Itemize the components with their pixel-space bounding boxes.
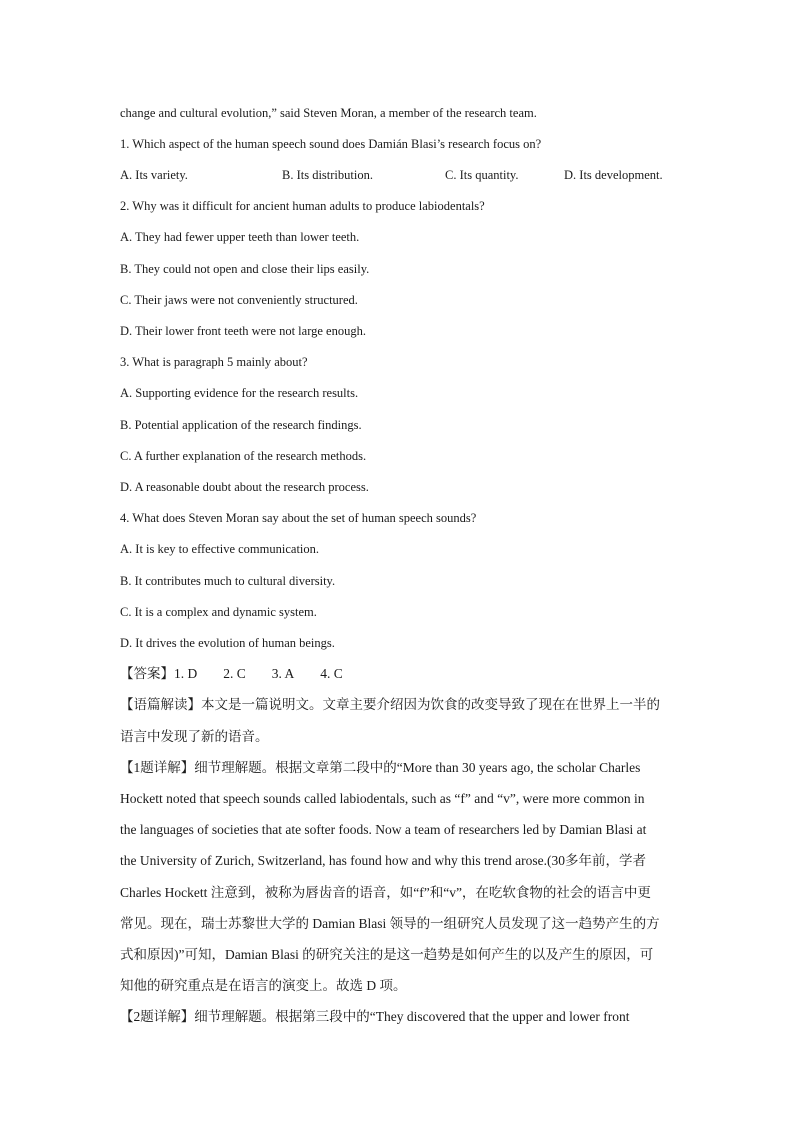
passage-tail: change and cultural evolution,” said Steven Moran, a member of the research team. bbox=[120, 106, 537, 120]
q1-explain-tag: 【1题详解】 bbox=[120, 760, 195, 775]
q1-explain-line-5: Charles Hockett 注意到，被称为唇齿音的语音，如“f”和“v”，在吃软食物的社会的语言中更 bbox=[120, 885, 651, 900]
question-1-options bbox=[120, 167, 674, 183]
q1-explain-line-8: 知他的研究重点是在语言的演变上。故选 D 项。 bbox=[120, 978, 407, 993]
question-2-stem: 2. Why was it difficult for ancient human adults to produce labiodentals? bbox=[120, 199, 485, 213]
q4-option-a: A. It is key to effective communication. bbox=[120, 542, 320, 556]
analysis-tag: 【语篇解读】 bbox=[120, 697, 201, 712]
q1-explain-line-6: 常见。现在，瑞士苏黎世大学的 Damian Blasi 领导的一组研究人员发现了这一趋势产生的方 bbox=[120, 916, 660, 931]
analysis-line-2: 语言中发现了新的语音。 bbox=[120, 729, 269, 744]
q1-option-a: A. Its variety. bbox=[120, 168, 188, 182]
q1-explain-line-1: 【1题详解】细节理解题。根据文章第二段中的“More than 30 years ago, the scholar Charles bbox=[120, 760, 641, 775]
q2-explain-line-1: 【2题详解】细节理解题。根据第三段中的“They discovered that the upper and lower front bbox=[120, 1009, 630, 1024]
question-3-stem: 3. What is paragraph 5 mainly about? bbox=[120, 355, 308, 369]
answer-line bbox=[120, 666, 674, 682]
analysis-line-1: 【语篇解读】本文是一篇说明文。文章主要介绍因为饮食的改变导致了现在在世界上一半的 bbox=[120, 697, 660, 712]
answer-item: 1. D bbox=[174, 666, 198, 681]
question-4-stem: 4. What does Steven Moran say about the set of human speech sounds? bbox=[120, 511, 477, 525]
q1-explain-line-3: the languages of societies that ate softer foods. Now a team of researchers led by Damian Blasi at bbox=[120, 822, 647, 837]
q1-explain-line-4: the University of Zurich, Switzerland, has found how and why this trend arose.(30多年前，学者 bbox=[120, 853, 647, 868]
q1-explain-line-7: 式和原因)”可知，Damian Blasi 的研究关注的是这一趋势是如何产生的以及产生的原因，可 bbox=[120, 947, 654, 962]
answer-item: 2. C bbox=[223, 666, 246, 681]
q4-option-d: D. It drives the evolution of human beings. bbox=[120, 636, 335, 650]
answer-tag: 【答案】 bbox=[120, 666, 174, 681]
q3-option-a: A. Supporting evidence for the research results. bbox=[120, 386, 359, 400]
q2-option-d: D. Their lower front teeth were not large enough. bbox=[120, 324, 366, 338]
q2-explain-tag: 【2题详解】 bbox=[120, 1009, 195, 1024]
answer-item: 4. C bbox=[320, 666, 343, 681]
q1-option-b: B. Its distribution. bbox=[282, 168, 373, 182]
q2-option-c: C. Their jaws were not conveniently structured. bbox=[120, 293, 358, 307]
q3-option-c: C. A further explanation of the research methods. bbox=[120, 449, 367, 463]
question-1-stem: 1. Which aspect of the human speech sound does Damián Blasi’s research focus on? bbox=[120, 137, 542, 151]
q4-option-c: C. It is a complex and dynamic system. bbox=[120, 605, 317, 619]
q2-option-a: A. They had fewer upper teeth than lower teeth. bbox=[120, 230, 360, 244]
q4-option-b: B. It contributes much to cultural diversity. bbox=[120, 574, 336, 588]
q1-explain-line-2: Hockett noted that speech sounds called labiodentals, such as “f” and “v”, were more common in bbox=[120, 791, 645, 806]
q1-option-d: D. Its development. bbox=[564, 168, 663, 182]
q2-option-b: B. They could not open and close their lips easily. bbox=[120, 262, 370, 276]
answer-item: 3. A bbox=[271, 666, 295, 681]
q1-option-c: C. Its quantity. bbox=[445, 168, 519, 182]
q3-option-d: D. A reasonable doubt about the research process. bbox=[120, 480, 369, 494]
q3-option-b: B. Potential application of the research findings. bbox=[120, 418, 362, 432]
